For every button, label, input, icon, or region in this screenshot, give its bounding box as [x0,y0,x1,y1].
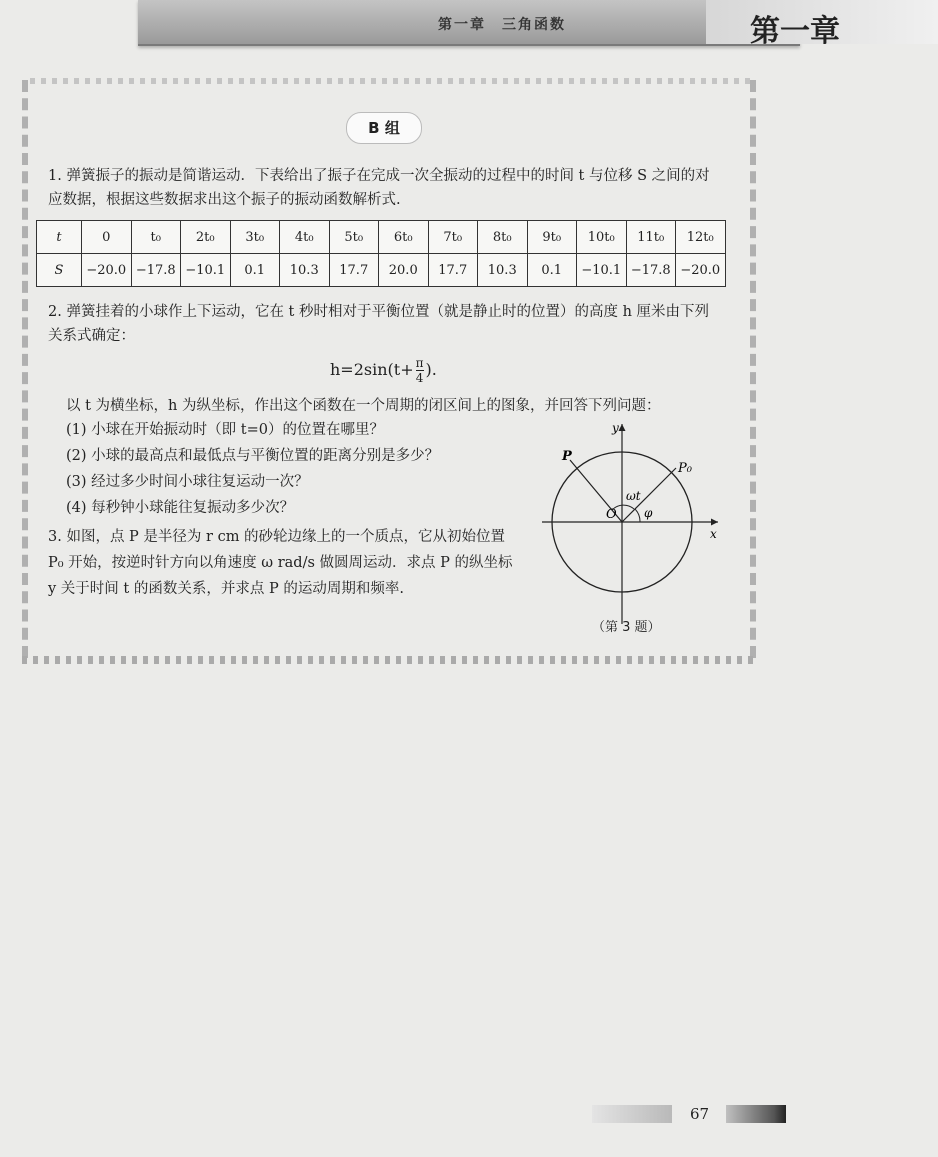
table-cell: 17.7 [329,254,379,287]
table-cell: 9t₀ [527,221,577,254]
chapter-tab [706,0,938,49]
table-cell: 0.1 [230,254,280,287]
table-cell: −10.1 [577,254,627,287]
label-phi: φ [644,506,653,520]
problem-2-instruction: 以 t 为横坐标，h 为纵坐标，作出这个函数在一个周期的闭区间上的图象，并回答下列问题： [66,398,661,414]
table-cell: 6t₀ [379,221,429,254]
phi-arc [635,509,640,522]
problem-2-text: 2. 弹簧挂着的小球作上下运动，它在 t 秒时相对于平衡位置（就是静止时的位置）的高度 h 厘米由下列关系式确定： [48,304,710,344]
formula-paren-close: ). [425,360,437,379]
table-cell: 8t₀ [478,221,528,254]
table-cell: 4t₀ [280,221,330,254]
table-cell: t₀ [131,221,181,254]
problem-2-sub-3: (3) 经过多少时间小球往复运动一次？ [66,474,309,490]
table-cell: 10.3 [478,254,528,287]
table-cell: 0.1 [527,254,577,287]
formula-paren-open: (t+ [387,360,414,379]
table-cell: −17.8 [131,254,181,287]
table-cell: 10.3 [280,254,330,287]
label-y: y [612,421,619,435]
problem-2-sub-2: (2) 小球的最高点和最低点与平衡位置的距离分别是多少？ [66,448,440,464]
formula [330,356,437,385]
formula-left: h=2sin [330,360,388,379]
table-cell: 5t₀ [329,221,379,254]
table-cell: 0 [82,221,132,254]
displacement-table [36,220,726,287]
table-cell: 10t₀ [577,221,627,254]
problem-2-sub-4: (4) 每秒钟小球能往复振动多少次？ [66,500,295,516]
chapter-tab-label: 第一章 [750,14,840,49]
table-cell: −20.0 [82,254,132,287]
page-strip-left [592,1105,672,1123]
table-cell: 11t₀ [626,221,676,254]
problem-3-text: 3. 如图，点 P 是半径为 r cm 的砂轮边缘上的一个质点，它从初始位置 P₀ 开始，按逆时针方向以角速度 ω rad/s 做圆周运动．求点 P 的纵坐标 y 关于时间 t 的函数关系，并求点 P 的运动周期和频率. [48,529,513,597]
group-label: B 组 [346,112,422,144]
table-row-time [37,221,726,254]
circle-figure [540,418,730,638]
table-cell: 7t₀ [428,221,478,254]
table-header-t: t [37,221,82,254]
table-cell: −20.0 [676,254,726,287]
label-omega-t: ωt [626,489,641,503]
table-cell: 20.0 [379,254,429,287]
table-cell: 17.7 [428,254,478,287]
problem-2-sub-1: (1) 小球在开始振动时（即 t=0）的位置在哪里？ [66,422,384,438]
table-cell: 12t₀ [676,221,726,254]
table-cell: −10.1 [181,254,231,287]
label-p0: P₀ [678,461,692,476]
page-number: 67 [690,1105,710,1123]
formula-numerator: π [415,356,424,370]
frame-bottom-border [22,656,756,664]
figure-caption: （第 3 题） [592,620,661,635]
formula-denominator: 4 [415,371,424,385]
formula-fraction [416,356,424,385]
label-p: P [562,449,572,464]
table-cell: 2t₀ [181,221,231,254]
table-cell: −17.8 [626,254,676,287]
chapter-title: 第一章 三角函数 [438,17,566,33]
table-header-s: S [37,254,82,287]
label-o: O [606,507,617,522]
table-cell: 3t₀ [230,221,280,254]
table-row-displacement [37,254,726,287]
chapter-header-bar [138,0,840,49]
label-x: x [710,527,717,541]
page-strip-right [726,1105,786,1123]
problem-1-text: 1. 弹簧振子的振动是简谐运动．下表给出了振子在完成一次全振动的过程中的时间 t 与位移 S 之间的对应数据，根据这些数据求出这个振子的振动函数解析式. [48,168,710,208]
